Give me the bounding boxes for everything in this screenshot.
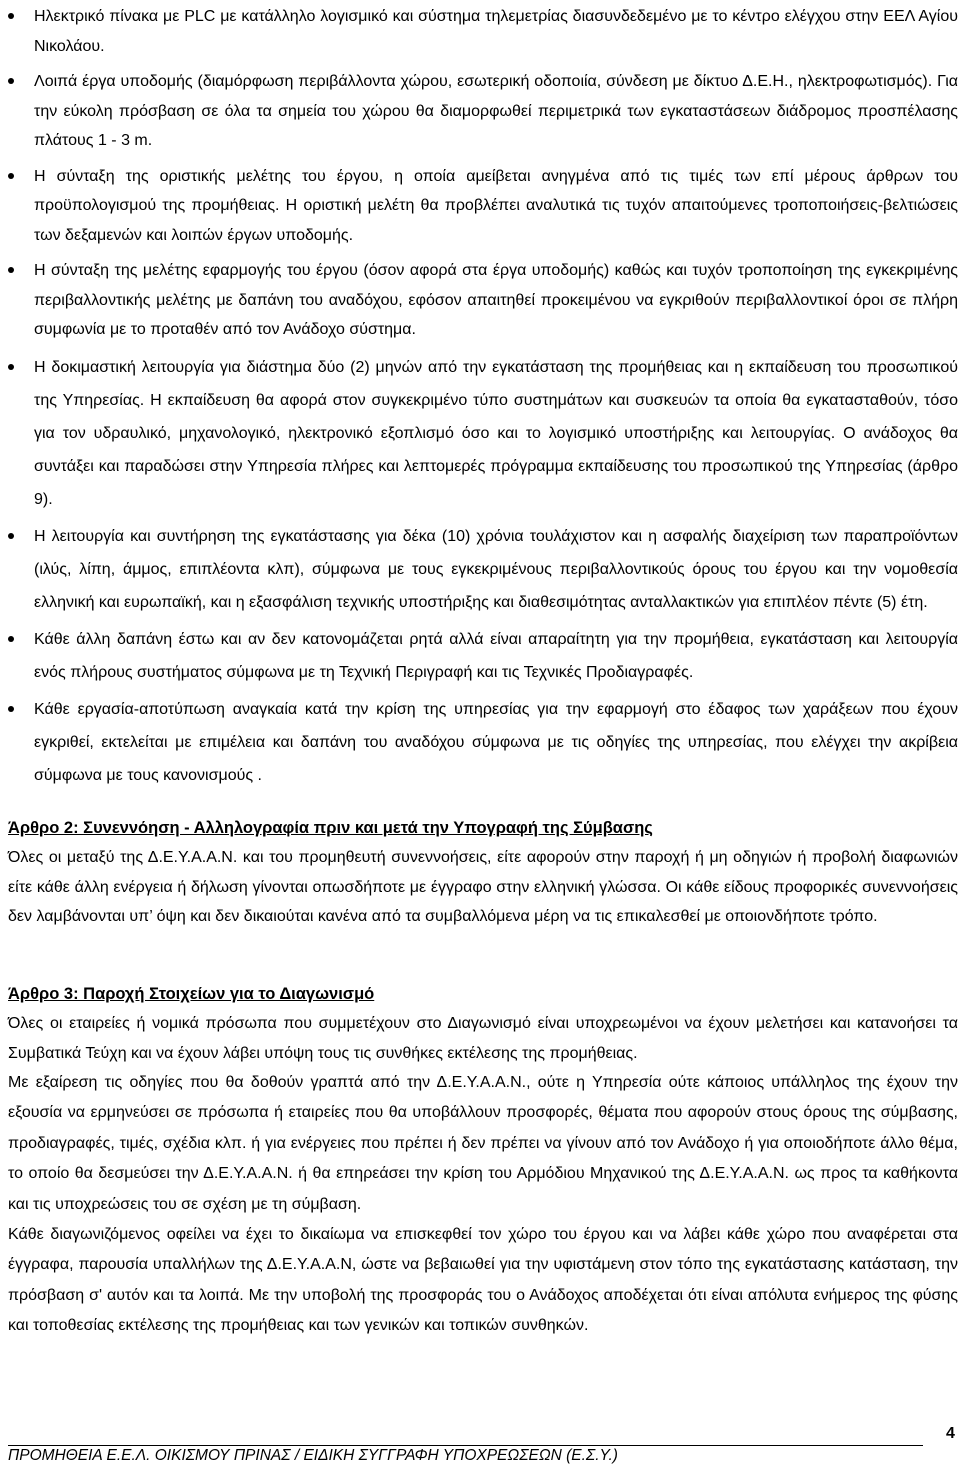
list-item: Λοιπά έργα υποδομής (διαμόρφωση περιβάλλοντα χώρου, εσωτερική οδοποιία, σύνδεση με δίκτυο Δ.Ε.Η., ηλεκτροφωτισμός). Για την εύκολη πρόσβαση σε όλα τα σημεία του χώρου θα διαμορφωθεί περιμετρικά των εγκαταστάσεων διάδρομος προσπέλασης πλάτους 1 - 3 m. bbox=[8, 67, 958, 156]
list-item: Κάθε άλλη δαπάνη έστω και αν δεν κατονομάζεται ρητά αλλά είναι απαραίτητη για την προμήθεια, εγκατάσταση και λειτουργία ενός πλήρους συστήματος σύμφωνα με τη Τεχνική Περιγραφή και τις Τεχνικές Προδιαγραφές. bbox=[8, 623, 958, 689]
article-2-paragraph: Όλες οι μεταξύ της Δ.Ε.Υ.Α.Α.Ν. και του προμηθευτή συνεννοήσεις, είτε αφορούν στην παροχή ή μη οδηγιών ή προβολή διαφωνιών είτε κάθε άλλη ενέργεια ή δήλωση γίνονται οπωσδήποτε με έγγραφο στην ελληνική γλώσσα. Οι κάθε είδους προφορικές συνεννοήσεις δεν λαμβάνονται υπ’ όψη και δεν δικαιούται κανένα από τα συμβαλλόμενα μέρη να τις επικαλεσθεί με οποιονδήποτε τρόπο. bbox=[8, 849, 958, 925]
list-item: Ηλεκτρικό πίνακα με PLC με κατάλληλο λογισμικό και σύστημα τηλεμετρίας διασυνδεδεμένο με το κέντρο ελέγχου στην ΕΕΛ Αγίου Νικολάου. bbox=[8, 2, 958, 61]
page-footer bbox=[8, 1425, 958, 1471]
list-item: Η λειτουργία και συντήρηση της εγκατάστασης για δέκα (10) χρόνια τουλάχιστον και η ασφαλής διαχείριση των παραπροϊόντων (ιλύς, λίπη, άμμος, επιπλέοντα κλπ), σύμφωνα με τους εγκεκριμένους περιβαλλοντικούς όρους του έργου και την νομοθεσία ελληνική και ευρωπαϊκή, και η εξασφάλιση τεχνικής υποστήριξης και διαθεσιμότητας ανταλλακτικών για επιπλέον πέντε (5) έτη. bbox=[8, 520, 958, 619]
bullet-list bbox=[8, 2, 958, 796]
page-number: 4 bbox=[946, 1425, 955, 1442]
list-item: Η σύνταξη της οριστικής μελέτης του έργου, η οποία αμείβεται ανηγμένα από τις τιμές των επί μέρους άρθρων του προϋπολογισμού της προμήθειας. Η οριστική μελέτη θα προβλέπει αναλυτικά τις τυχόν απαιτούμενες τροποποιήσεις-βελτιώσεις των δεξαμενών και λοιπών έργων υποδομής. bbox=[8, 162, 958, 251]
list-item: Η δοκιμαστική λειτουργία για διάστημα δύο (2) μηνών από την εγκατάσταση της προμήθειας και η εκπαίδευση του προσωπικού της Υπηρεσίας. Η εκπαίδευση θα αφορά στον συγκεκριμένο τύπο συστημάτων και συσκευών τα οποία θα εγκατασταθούν, τόσο για τον υδραυλικό, μηχανολογικό, ηλεκτρονικό εξοπλισμό όσο και το λογισμικό υποστήριξης και λειτουργίας. Ο ανάδοχος θα συντάξει και παραδώσει στην Υπηρεσία πλήρες και λεπτομερές πρόγραμμα εκπαίδευσης του προσωπικού της Υπηρεσίας (άρθρο 9). bbox=[8, 351, 958, 516]
footer-title: ΠΡΟΜΗΘΕΙΑ Ε.Ε.Λ. ΟΙΚΙΣΜΟΥ ΠΡΙΝΑΣ / ΕΙΔΙΚΗ ΣΥΓΓΡΑΦΗ ΥΠΟΧΡΕΩΣΕΩΝ (Ε.Σ.Υ.) bbox=[8, 1447, 618, 1464]
article-2-section bbox=[8, 813, 958, 932]
article-2-heading: Άρθρο 2: Συνεννόηση - Αλληλογραφία πριν και μετά την Υπογραφή της Σύμβασης bbox=[8, 819, 653, 837]
article-3-heading: Άρθρο 3: Παροχή Στοιχείων για το Διαγωνισμό bbox=[8, 985, 375, 1003]
list-item: Κάθε εργασία-αποτύπωση αναγκαία κατά την κρίση της υπηρεσίας για την εφαρμογή στο έδαφος των χαράξεων που έχουν εγκριθεί, εκτελείται με επιμέλεια και δαπάνη του αναδόχου σύμφωνα με τις οδηγίες της υπηρεσίας, που ελέγχει την ακρίβεια σύμφωνα με τους κανονισμούς . bbox=[8, 693, 958, 792]
article-3-paragraph: Όλες οι εταιρείες ή νομικά πρόσωπα που συμμετέχουν στο Διαγωνισμό είναι υποχρεωμένοι να έχουν μελετήσει και κατανοήσει τα Συμβατικά Τεύχη και να έχουν λάβει υπόψη τους τις συνθήκες εκτέλεσης της προμήθειας. bbox=[8, 1015, 958, 1062]
article-3-paragraph: Με εξαίρεση τις οδηγίες που θα δοθούν γραπτά από την Δ.Ε.Υ.Α.Α.Ν., ούτε η Υπηρεσία ούτε κάποιος υπάλληλος της έχουν την εξουσία να ερμηνεύσει σε πρόσωπα ή εταιρείες που θα υποβάλλουν προσφορές, θέματα που αφορούν στους όρους της σύμβασης, προδιαγραφές, τιμές, σχέδια κλπ. ή για ενέργειες που πρέπει ή δεν πρέπει να γίνουν από τον Ανάδοχο ή για οποιοδήποτε άλλο θέμα, το οποίο θα δεσμεύσει την Δ.Ε.Υ.Α.Α.Ν. ή θα επηρεάσει την κρίση του Αρμόδιου Μηχανικού της Δ.Ε.Υ.Α.Α.Ν. ως προς τα καθήκοντα και τις υποχρεώσεις του σε σχέση με τη σύμβαση. bbox=[8, 1074, 958, 1213]
footer-divider bbox=[8, 1445, 923, 1446]
article-3-section bbox=[8, 979, 958, 1342]
list-item: Η σύνταξη της μελέτης εφαρμογής του έργου (όσον αφορά στα έργα υποδομής) καθώς και τυχόν τροποποίηση της εγκεκριμένης περιβαλλοντικής μελέτης με δαπάνη του αναδόχου, εφόσον απαιτηθεί προκειμένου να εγκριθούν περιβαλλοντικοί όροι σε πλήρη συμφωνία με το προταθέν από τον Ανάδοχο σύστημα. bbox=[8, 256, 958, 345]
article-3-paragraph: Κάθε διαγωνιζόμενος οφείλει να έχει το δικαίωμα να επισκεφθεί τον χώρο του έργου και να λάβει κάθε χώρο που αναφέρεται στα έγγραφα, παρουσία υπαλλήλων της Δ.Ε.Υ.Α.Α.Ν, ώστε να βεβαιωθεί για την υφιστάμενη στον τόπο της εγκατάστασης κατάσταση, την πρόσβαση σ' αυτόν και τα λοιπά. Με την υποβολή της προσφοράς του ο Ανάδοχος αποδέχεται ότι είναι απόλυτα ενήμερος της φύσης και τοποθεσίας εκτέλεσης της προμήθειας και των γενικών και τοπικών συνθηκών. bbox=[8, 1226, 958, 1335]
